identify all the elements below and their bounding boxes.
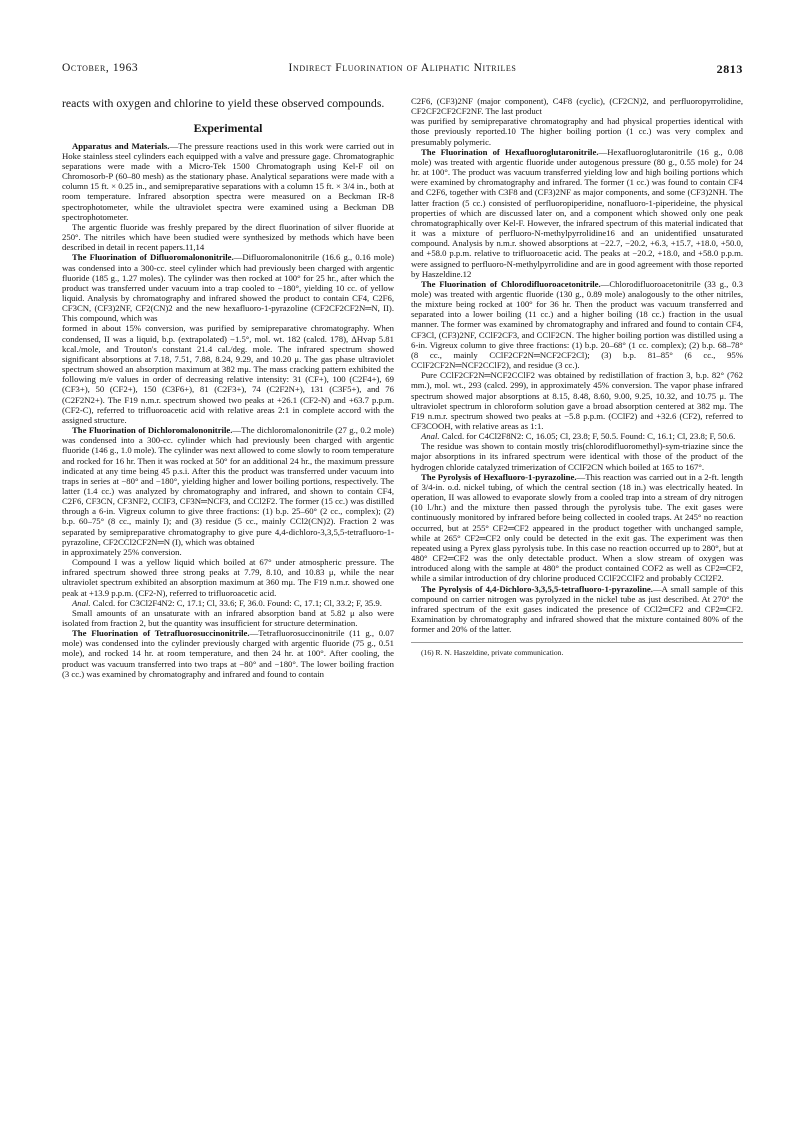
paragraph-heading: The Fluorination of Hexafluoroglutaronitrile. bbox=[421, 146, 599, 157]
paragraph-apparatus bbox=[62, 141, 394, 222]
section-title: Experimental bbox=[193, 120, 263, 135]
footnote: (16) R. N. Haszeldine, private communication. bbox=[411, 642, 743, 658]
paragraph-residue: The residue was shown to contain mostly tris(chlorodifluoromethyl)-sym-triazine since the major absorptions in its infrared spectrum were identical with those of the product of the hydrogen chloride catalyzed trimerization of CClF2CN which boiled at 165 to 167°. bbox=[411, 441, 743, 472]
paragraph-hexafluoroglutaronitrile bbox=[411, 147, 743, 279]
paragraph-heading: The Pyrolysis of 4,4-Dichloro-3,3,5,5-tetrafluoro-1-pyrazoline. bbox=[421, 583, 653, 594]
anal-body: Calcd. for C3Cl2F4N2: C, 17.1; Cl, 33.6; F, 36.0. Found: C, 17.1; Cl, 33.2; F, 35.9. bbox=[92, 597, 382, 608]
paragraph-heading: The Fluorination of Dichloromalononitrile. bbox=[72, 425, 233, 436]
paragraph-heading: The Fluorination of Chlorodifluoroacetonitrile. bbox=[421, 278, 601, 289]
paragraph-heading: The Fluorination of Difluoromalononitrile. bbox=[72, 252, 234, 263]
paragraph-body: —The pressure reactions used in this work were carried out in Hoke stainless steel cylinders each equipped with a valve and pressure gage. Chromatographic separations were made with a Micro-Tek 1500 Chromatograph using Kel-F oil on Chromosorb-P (60–80 mesh) as the stationary phase. Analytical separations were made with a column 15 ft. × 0.25 in., and semipreparative separations with a column 15 ft. × 3/4 in., both at room temperature. Infrared absorption spectra were measured on a Beckman IR-8 spectrophotometer, while the ultraviolet spectra were examined using a Beckman DB spectrophotometer. bbox=[62, 140, 394, 222]
anal-label: Anal. bbox=[72, 597, 91, 608]
paragraph-continued: C2F6, (CF3)2NF (major component), C4F8 (cyclic), (CF2CN)2, and perfluoropyrrolidine, CF2CF2CF2CF2NF. The last product bbox=[411, 96, 743, 117]
paragraph-pyrolysis-dichloro bbox=[411, 584, 743, 635]
paragraph-body: —The dichloromalononitrile (27 g., 0.2 mole) was condensed into a 300-cc. cylinder which had previously been charged with argentic fluoride (146 g., 1.0 mole). The cylinder was next allowed to come slowly to room temperature and rocked for 16 hr. Then it was rocked at 50° for an additional 24 hr., the maximum pressure indicated at any time being 45 p.s.i. After this the product was transferred under vacuum into traps in series at −80° and −180°, yielding higher and lower boiling portions, respectively. The latter (1.4 cc.) was analyzed by chromatography and infrared, and shown to contain CF4, C2F6, CF3CN, CF3NF2, CClF3, CF3N═NCF3, and CCl2F2. The former (15 cc.) was distilled through a 6-in. Vigreux column to give three fractions: (1) b.p. 25–60° (2 cc., complex); (2) b.p. 60–75° (8 cc., mainly I); and (3) residue (5 cc., mainly CCl2(CN)2). Fraction 2 was separated by semipreparative chromatography to give pure 4,4-dichloro-3,3,5,5-tetrafluoro-1-pyrazoline, CF2CCl2CF2N═N (I), which was obtained bbox=[62, 425, 394, 547]
header-date: October, 1963 bbox=[62, 62, 139, 74]
paragraph-argentic-fluoride: The argentic fluoride was freshly prepared by the direct fluorination of silver fluoride at 250°. The nitriles which have been studied were synthesized by methods which have been described in detail in recent papers.11,14 bbox=[62, 221, 394, 253]
page-number: 2813 bbox=[716, 62, 743, 76]
paragraph-difluoromalononitrile bbox=[62, 252, 394, 323]
paragraph-body: —A small sample of this compound on carrier nitrogen was pyrolyzed in the nickel tube as just described. At 270° the infrared spectrum of the exit gases indicated the presence of CCl2═CF2 and CF2═CF2. Examination by chromatography and infrared showed that the mixture contained 80% of the former and 20% of the latter. bbox=[411, 583, 743, 635]
paragraph-dichloromalononitrile bbox=[62, 425, 394, 547]
running-header bbox=[62, 62, 743, 76]
paragraph-continued: was purified by semipreparative chromatography and had physical properties identical with those previously reported.10 The higher boiling portion (1 cc.) was very complex and presumably polymeric. bbox=[411, 116, 743, 147]
paragraph-unsaturate: Small amounts of an unsaturate with an infrared absorption band at 5.82 μ also were isolated from fraction 2, but the quantity was insufficient for structure determination. bbox=[62, 607, 394, 628]
anal-body: Calcd. for C4Cl2F8N2: C, 16.05; Cl, 23.8; F, 50.5. Found: C, 16.1; Cl, 23.8; F, 50.6. bbox=[441, 431, 736, 442]
paragraph-compound-i: Compound I was a yellow liquid which boiled at 67° under atmospheric pressure. The infrared spectrum showed three strong peaks at 7.79, 8.10, and 10.83 μ, while the near ultraviolet spectrum exhibited an absorption maximum at 360 mμ. The F19 n.m.r. showed one peak at +13.9 p.p.m. (CF2-N), referred to trifluoroacetic acid. bbox=[62, 557, 394, 598]
paragraph-tetrafluorosuccinonitrile bbox=[62, 628, 394, 679]
paragraph-body: —Hexafluoroglutaronitrile (16 g., 0.08 mole) was treated with argentic fluoride under autogenous pressure (80 g., 0.55 mole) for 24 hr. at 100°. The product was vacuum transferred yielding low and high boiling portions which were examined by chromatography and infrared. The former (1 cc.) was found to contain CF4 and C2F6, together with C3F8 and (CF3)2NF as major components, and some (CF3)2NH. The latter fraction (5 cc.) consisted of perfluoropiperidine, nonafluoro-1-piperideine, the physical properties of which are discussed later on, and a component which showed only one peak chromatographically over Kel-F. However, the infrared spectrum of this material indicated that it was a mixture of perfluoro-N-methylpyrrolidine16 and an unidentified unsaturated compound. Analysis by n.m.r. showed absorptions at −22.7, −20.2, +6.3, +15.7, +18.0, +50.0, and +58.0 p.p.m. relative to trifluoroacetic acid. The peaks at −20.2, +18.0, and +58.0 p.p.m. were assigned to perfluoro-N-methylpyrrolidine and are in good agreement with those reported by Haszeldine.12 bbox=[411, 146, 743, 279]
paragraph-pure-compound: Pure CClF2CF2N═NCF2CClF2 was obtained by redistillation of fraction 3, b.p. 82° (762 mm.), mol. wt., 293 (calcd. 299), in approximately 45% conversion. The vapor phase infrared spectrum showed major absorptions at 8.15, 8.48, 8.60, 9.00, 9.25, 10.32, and 10.75 μ. The ultraviolet spectrum in chloroform solution gave a broad absorption centered at 382 mμ. The F19 n.m.r. spectrum showed two peaks at −5.8 p.p.m. (CClF2) and +32.6 (CF2), referred to CF3COOH, with relative areas as 1:1. bbox=[411, 370, 743, 431]
paragraph-body: —Chlorodifluoroacetonitrile (33 g., 0.3 mole) was treated with argentic fluoride (130 g., 0.89 mole) analogously to the other nitriles, the mixture being rocked at 100° for 36 hr. Then the product was vacuum transferred and separated into a lower boiling (11 cc.) and a higher boiling (18 cc.) fraction in the usual manner. The former was examined by chromatography and infrared and found to contain CF4, CF3Cl, (CF3)2NF, CClF2CF3, and CClF2CN. The higher boiling portion was distilled using a 6-in. Vigreux column to give three fractions: (1) b.p. 20–68° (1 cc. complex); (2) b.p. 68–78° (8 cc., mainly CClF2CF2N═NCF2CF2Cl); (3) b.p. 81–85° (6 cc., 95% CClF2CF2N═NCF2CClF2), and residue (3 cc.). bbox=[411, 278, 743, 371]
paragraph-analysis bbox=[62, 598, 394, 608]
paragraph-pyrolysis-hexafluoro bbox=[411, 472, 743, 584]
left-column bbox=[62, 96, 394, 679]
paragraph-continued: formed in about 15% conversion, was purified by semipreparative chromatography. When condensed, II was a liquid, b.p. (extrapolated) −1.5°, mol. wt. 182 (calcd. 178), ΔHvap 5.81 kcal./mole, and Trouton's constant 21.4 cal./deg. mole. The infrared spectrum showed significant absorptions at 7.18, 7.51, 7.88, 8.24, 9.29, and 10.20 μ. The gas phase ultraviolet spectrum showed an absorption maximum at 382 mμ. The mass cracking pattern exhibited the following m/e values in order of decreasing relative intensity: 31 (CF+), 100 (C2F4+), 69 (CF3+), 50 (CF2+), 150 (C3F6+), 81 (C2F3+), 74 (C2F2N+), 131 (C3F5+), and 76 (C2F2N2+). The F19 n.m.r. spectrum showed two peaks at +26.1 (CF2-N) and +63.7 p.p.m. (CF2-C), referred to trifluoroacetic acid with relative areas 2:1 in complete accord with the assigned structure. bbox=[62, 323, 394, 425]
paragraph-analysis bbox=[411, 431, 743, 441]
paragraph-heading: Apparatus and Materials. bbox=[72, 140, 170, 151]
paragraph-heading: The Fluorination of Tetrafluorosuccinonitrile. bbox=[72, 628, 250, 639]
header-title: Indirect Fluorination of Aliphatic Nitriles bbox=[288, 62, 517, 74]
lead-text: reacts with oxygen and chlorine to yield these observed compounds. bbox=[62, 96, 385, 110]
paragraph-heading: The Pyrolysis of Hexafluoro-1-pyrazoline. bbox=[421, 471, 577, 482]
paragraph-body: —Tetrafluorosuccinonitrile (11 g., 0.07 mole) was condensed into the cylinder previously charged with argentic fluoride (75 g., 0.51 mole), and rocked 14 hr. at room temperature, and then 24 hr. at 100°. After cooling, the product was vacuum transferred into two traps at −80° and −180°. The lower boiling fraction (3 cc.) was examined by chromatography and infrared and found to contain bbox=[62, 628, 394, 679]
paragraph-body: —This reaction was carried out in a 2-ft. length of 3/4-in. o.d. nickel tubing, of which the central section (18 in.) was electrically heated. In operation, II was allowed to evaporate slowly from a cooled trap into a stream of dry nitrogen (10 l./hr.) and the mixture then passed through the pyrolysis tube. The exit gases were continuously monitored by infrared before being collected in cooled traps. At 245° no reaction occurred, but at 255° CF2═CF2 appeared in the product together with unchanged sample, while at 265° CF2═CF2 only could be detected in the exit gas. The experiment was then repeated using a Pyrex glass pyrolysis tube. In this case no reaction occurred up to 280°, but at 480° CF2═CF2 was the only detectable product. When a slow stream of oxygen was introduced along with the sample at 480° the product contained COF2 as well as CF2═CF2, while a similar introduction of dry chlorine produced CClF2CClF2 and probably CCl2F2. bbox=[411, 471, 744, 584]
paragraph-chlorodifluoroacetonitrile bbox=[411, 279, 743, 370]
paragraph-body: —Difluoromalononitrile (16.6 g., 0.16 mole) was condensed into a 300-cc. steel cylinder which had previously been charged with argentic fluoride (185 g., 1.27 moles). The cylinder was then rocked at 100° for 25 hr., after which the product was transferred under vacuum into a trap cooled to −180°, yielding 10 cc. of yellow liquid. Analysis by chromatography and infrared showed the product to contain CF4, C2F6, CF3CN, (CF3)2NF, CF2(CN)2 and the new hexafluoro-1-pyrazoline (CF2CF2CF2N═N, II). This compound, which was bbox=[62, 252, 394, 324]
right-column bbox=[411, 96, 743, 658]
paragraph-continued: in approximately 25% conversion. bbox=[62, 546, 182, 557]
anal-label: Anal. bbox=[421, 431, 440, 442]
